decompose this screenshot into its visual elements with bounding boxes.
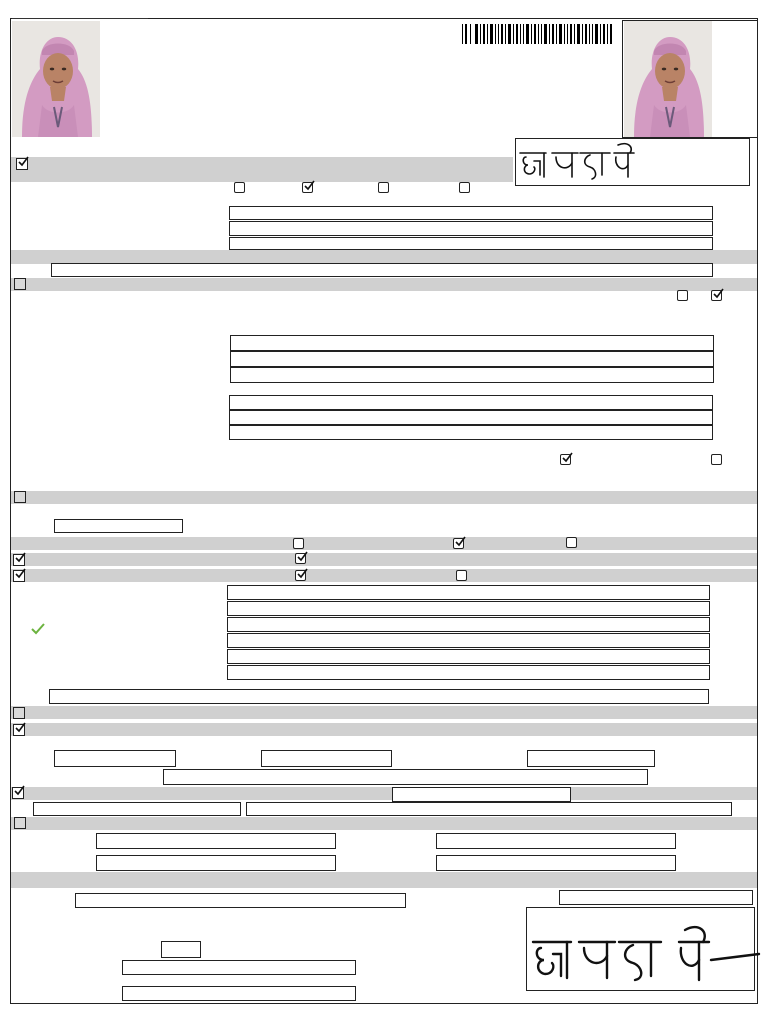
address-field-6[interactable] (229, 425, 713, 440)
category-option-3[interactable] (378, 182, 389, 193)
row-c-checkbox[interactable] (13, 570, 25, 582)
section-6-field-1[interactable] (54, 750, 176, 767)
section-8-field-3[interactable] (96, 855, 336, 871)
address-field-4[interactable] (229, 395, 713, 410)
short-field-1[interactable] (54, 519, 183, 533)
detail-field-6[interactable] (227, 665, 710, 680)
applicant-photo-right (624, 21, 712, 137)
address-field-3[interactable] (230, 367, 714, 383)
detail-field-1[interactable] (227, 585, 710, 600)
row-band-a (11, 537, 757, 550)
section-8-checkbox[interactable] (14, 817, 26, 829)
section-5-checkbox[interactable] (13, 707, 25, 719)
section-band-3 (11, 278, 757, 291)
declaration-field-5[interactable] (122, 986, 356, 1001)
section-6-checkbox[interactable] (13, 724, 25, 736)
green-tick-icon (31, 623, 45, 635)
row-a-option-3[interactable] (566, 537, 577, 548)
name-field-1[interactable] (229, 206, 713, 220)
declaration-field-4[interactable] (122, 960, 356, 975)
signature-bottom-image (527, 908, 767, 992)
section-4-checkbox[interactable] (14, 491, 26, 503)
category-option-4[interactable] (459, 182, 470, 193)
declaration-band (11, 872, 757, 888)
address-field-1[interactable] (230, 335, 714, 351)
row-c-option-1[interactable] (295, 570, 306, 581)
section-7-checkbox[interactable] (12, 787, 24, 799)
section-6-field-4[interactable] (163, 769, 648, 785)
category-option-1[interactable] (234, 182, 245, 193)
section-3-option-b[interactable] (711, 454, 722, 465)
address-field-5[interactable] (229, 410, 713, 425)
applicant-photo-left (12, 21, 100, 137)
row-band-c (11, 569, 757, 582)
name-field-3[interactable] (229, 237, 713, 250)
yes-no-option-1[interactable] (677, 290, 688, 301)
section-8-field-4[interactable] (436, 855, 676, 871)
detail-field-4[interactable] (227, 633, 710, 648)
detail-field-5[interactable] (227, 649, 710, 664)
name-field-2[interactable] (229, 221, 713, 236)
section-6-field-2[interactable] (261, 750, 392, 767)
row-a-option-2[interactable] (453, 538, 464, 549)
full-width-field-2[interactable] (49, 689, 709, 704)
section-7-field-1[interactable] (392, 787, 571, 802)
row-b-checkbox[interactable] (13, 554, 25, 566)
section-7-field-2[interactable] (33, 802, 241, 816)
section-3-option-a[interactable] (560, 454, 571, 465)
declaration-field-1[interactable] (75, 893, 406, 908)
detail-field-2[interactable] (227, 601, 710, 616)
row-b-option-1[interactable] (295, 553, 306, 564)
section-band-6 (11, 723, 757, 736)
barcode (462, 24, 612, 44)
row-c-option-2[interactable] (456, 570, 467, 581)
address-field-2[interactable] (230, 351, 714, 367)
section-1-checkbox[interactable] (16, 158, 28, 170)
signature-box-bottom (526, 907, 755, 991)
detail-field-3[interactable] (227, 617, 710, 632)
declaration-field-3[interactable] (161, 941, 201, 958)
section-8-field-2[interactable] (436, 833, 676, 849)
declaration-field-2[interactable] (559, 890, 753, 905)
section-band-7 (11, 787, 757, 800)
section-band-8 (11, 817, 757, 830)
section-8-field-1[interactable] (96, 833, 336, 849)
full-width-field-1[interactable] (51, 263, 713, 277)
row-a-option-1[interactable] (293, 538, 304, 549)
section-7-field-3[interactable] (246, 802, 732, 816)
signature-box-top (515, 138, 750, 186)
section-band-4 (11, 491, 757, 504)
row-band-b (11, 553, 757, 566)
section-band-1 (11, 157, 513, 182)
signature-top-image (516, 139, 751, 187)
section-band-5 (11, 706, 757, 719)
section-6-field-3[interactable] (527, 750, 655, 767)
category-option-2[interactable] (302, 182, 313, 193)
header-rule (12, 18, 148, 19)
yes-no-option-2[interactable] (711, 290, 722, 301)
section-3-checkbox[interactable] (14, 278, 26, 290)
section-band-2 (11, 250, 757, 264)
